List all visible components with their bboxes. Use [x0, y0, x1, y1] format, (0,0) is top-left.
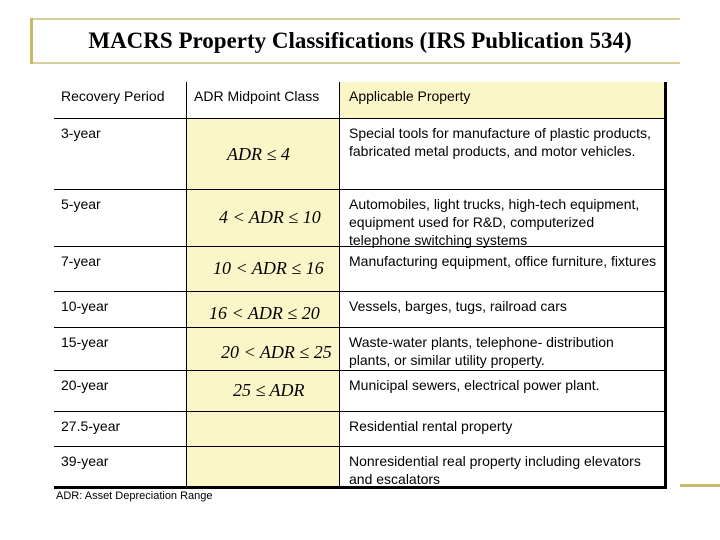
adr-formula: 16 < ADR ≤ 20	[209, 303, 320, 323]
macrs-table	[54, 82, 667, 489]
table-row	[54, 328, 664, 370]
adr-cell	[186, 190, 340, 246]
adr-formula: 25 ≤ ADR	[233, 380, 305, 400]
footnote: ADR: Asset Depreciation Range	[56, 490, 213, 502]
period-cell: 27.5-year	[61, 418, 121, 434]
table-row	[54, 292, 664, 327]
table-row	[54, 190, 664, 246]
adr-cell	[186, 412, 340, 446]
top-decor-line	[30, 18, 680, 20]
adr-cell	[186, 119, 340, 189]
adr-formula: 20 < ADR ≤ 25	[221, 342, 332, 362]
property-cell: Automobiles, light trucks, high-tech equipment, equipment used for R&D, computerized telephone switching systems	[349, 196, 640, 248]
adr-formula: ADR ≤ 4	[227, 144, 290, 164]
adr-cell	[186, 292, 340, 327]
period-cell: 15-year	[61, 334, 109, 350]
header-adr-midpoint: ADR Midpoint Class	[186, 82, 340, 118]
table-row	[54, 447, 664, 486]
header-applicable-property: Applicable Property	[349, 88, 471, 104]
adr-cell	[186, 328, 340, 370]
table-header-row	[54, 82, 664, 118]
period-cell: 39-year	[61, 453, 109, 469]
bottom-accent-bar	[680, 484, 720, 487]
period-cell: 7-year	[61, 253, 101, 269]
adr-formula: 4 < ADR ≤ 10	[219, 207, 321, 227]
period-cell: 10-year	[61, 298, 109, 314]
table-row	[54, 247, 664, 291]
table-row	[54, 371, 664, 411]
adr-cell	[186, 447, 340, 486]
property-cell: Vessels, barges, tugs, railroad cars	[349, 298, 567, 314]
period-cell: 5-year	[61, 196, 101, 212]
adr-cell	[186, 247, 340, 291]
property-cell: Municipal sewers, electrical power plant.	[349, 377, 600, 393]
property-cell: Special tools for manufacture of plastic products, fabricated metal products, and motor vehicles.	[349, 125, 651, 159]
slide-title: MACRS Property Classifications (IRS Publication 534)	[88, 28, 632, 53]
title-underline	[30, 62, 680, 64]
property-cell: Nonresidential real property including elevators and escalators	[349, 453, 641, 487]
table-row	[54, 119, 664, 189]
property-cell: Manufacturing equipment, office furniture, fixtures	[349, 253, 657, 269]
period-cell: 20-year	[61, 377, 109, 393]
adr-cell	[186, 371, 340, 411]
period-cell: 3-year	[61, 125, 101, 141]
property-cell: Residential rental property	[349, 418, 513, 434]
header-recovery-period: Recovery Period	[54, 82, 186, 118]
adr-formula: 10 < ADR ≤ 16	[213, 258, 324, 278]
table-row	[54, 412, 664, 446]
property-cell: Waste-water plants, telephone- distribution plants, or similar utility property.	[349, 334, 614, 368]
